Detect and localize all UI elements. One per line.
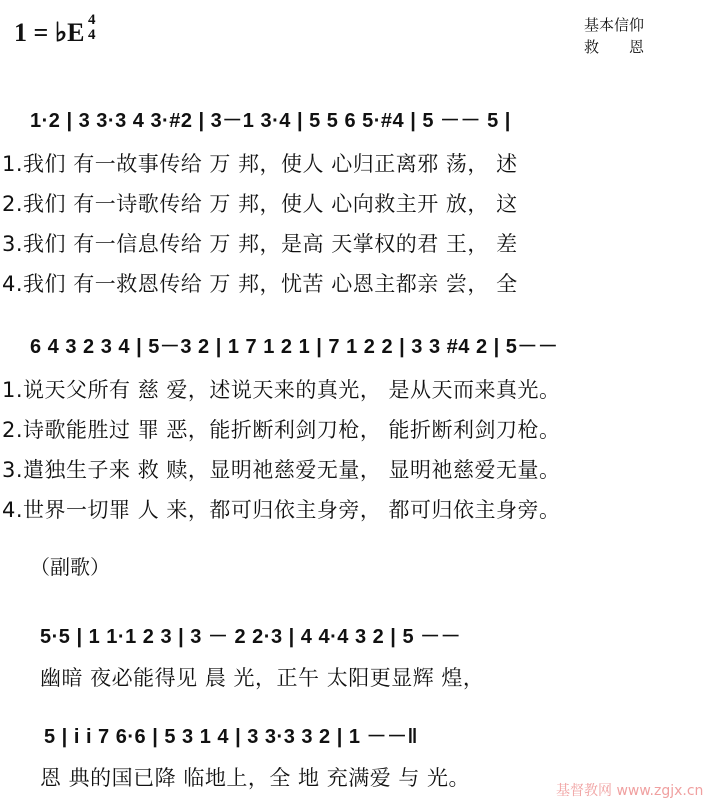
chorus-line-2-lyrics: 恩 典的国已降 临地上，全 地 充满爱 与 光。 <box>40 766 471 790</box>
chorus-line-2-notes: 5 | i i 7 6·6 | 5 3 1 4 | 3 3·3 3 2 | 1 －－‖ <box>44 726 419 748</box>
score-line-2-notes: 6 4 3 2 3 4 | 5－3 2 | 1 7 1 2 1 | 7 1 2 2 | 3 3 #4 2 | 5－－ <box>30 336 559 358</box>
key-signature: 1 = ♭E <box>14 18 85 47</box>
time-signature <box>88 13 96 43</box>
chorus-line-1-lyrics: 幽暗 夜必能得见 晨 光，正午 太阳更显辉 煌， <box>40 666 485 690</box>
song-category: 基本信仰 <box>584 16 645 34</box>
verse-3-line-1: 3.我们 有一信息传给 万 邦，是高 天掌权的君 王， 差 <box>2 232 518 256</box>
verse-1-line-1: 1.我们 有一故事传给 万 邦，使人 心归正离邪 荡， 述 <box>2 152 518 176</box>
time-numerator: 4 <box>88 12 96 28</box>
chorus-label: （副歌） <box>30 555 110 579</box>
verse-4-line-2: 4.世界一切罪 人 来，都可归依主身旁， 都可归依主身旁。 <box>2 498 561 522</box>
verse-4-line-1: 4.我们 有一救恩传给 万 邦，忧苦 心恩主都亲 尝， 全 <box>2 272 518 296</box>
song-title: 救 恩 <box>584 38 645 56</box>
watermark: 基督教网 www.zgjx.cn <box>556 783 703 799</box>
score-line-1-notes: 1·2 | 3 3·3 4 3·#2 | 3－1 3·4 | 5 5 6 5·#4 | 5 －－ 5 | <box>30 110 511 132</box>
time-denominator: 4 <box>88 27 96 43</box>
song-meta <box>584 14 644 58</box>
verse-3-line-2: 3.遣独生子来 救 赎，显明祂慈爱无量， 显明祂慈爱无量。 <box>2 458 561 482</box>
chorus-line-1-notes: 5·5 | 1 1·1 2 3 | 3 － 2 2·3 | 4 4·4 3 2 | 5 －－ <box>40 626 462 648</box>
verse-2-line-2: 2.诗歌能胜过 罪 恶，能折断利剑刀枪， 能折断利剑刀枪。 <box>2 418 561 442</box>
verse-1-line-2: 1.说天父所有 慈 爱，述说天来的真光， 是从天而来真光。 <box>2 378 561 402</box>
verse-2-line-1: 2.我们 有一诗歌传给 万 邦，使人 心向救主开 放， 这 <box>2 192 518 216</box>
